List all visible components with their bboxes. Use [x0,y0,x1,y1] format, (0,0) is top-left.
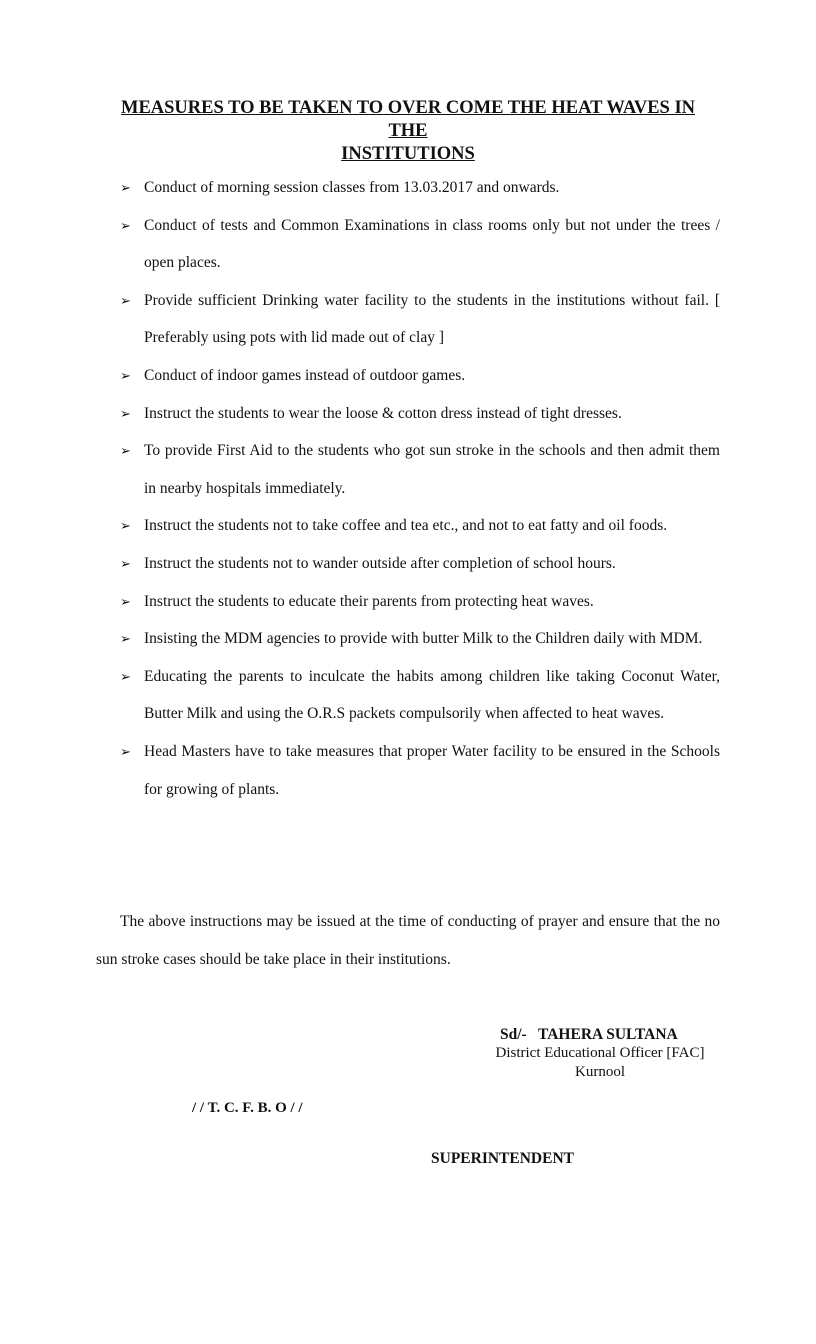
document-title [100,97,716,166]
arrow-bullet-icon: ➢ [120,518,131,534]
tcfbo-line: / / T. C. F. B. O / / [192,1100,303,1116]
list-item: ➢ Insisting the MDM agencies to provide with butter Milk to the Children daily with MDM. [120,620,720,658]
list-item: ➢ To provide First Aid to the students who got sun stroke in the schools and then admit them in nearby hospitals immediately. [120,432,720,507]
measures-list [120,169,720,808]
signature-designation: District Educational Officer [FAC] [495,1045,705,1061]
list-item: ➢ Conduct of indoor games instead of outdoor games. [120,357,720,395]
title-line-2: INSTITUTIONS [341,144,475,164]
list-item: ➢ Educating the parents to inculcate the habits among children like taking Coconut Water, Butter Milk and using the O.R.S packets compulsorily when affected to heat waves. [120,658,720,733]
arrow-bullet-icon: ➢ [120,180,131,195]
arrow-bullet-icon: ➢ [120,292,131,308]
arrow-bullet-icon: ➢ [120,743,131,759]
list-item: ➢ Head Masters have to take measures that proper Water facility to be ensured in the Schools for growing of plants. [120,733,720,808]
closing-paragraph: The above instructions may be issued at the time of conducting of prayer and ensure that the no sun stroke cases should be take place in their institutions. [96,913,720,968]
title-line-1: MEASURES TO BE TAKEN TO OVER COME THE HEAT WAVES IN THE [120,98,696,141]
list-item: ➢ Conduct of morning session classes from 13.03.2017 and onwards. [120,169,720,207]
signature-name: Sd/- TAHERA SULTANA [500,1026,678,1043]
list-item: ➢ Instruct the students to wear the loose & cotton dress instead of tight dresses. [120,395,720,433]
arrow-bullet-icon: ➢ [120,367,131,383]
arrow-bullet-icon: ➢ [120,668,131,684]
arrow-bullet-icon: ➢ [120,405,131,421]
arrow-bullet-icon: ➢ [120,593,131,609]
signature-place: Kurnool [575,1064,625,1080]
list-item: ➢ Conduct of tests and Common Examinations in class rooms only but not under the trees / open places. [120,207,720,282]
arrow-bullet-icon: ➢ [120,217,131,233]
list-item: ➢ Provide sufficient Drinking water facility to the students in the institutions without fail. [ Preferably using pots with lid made out of clay ] [120,282,720,357]
list-item: ➢ Instruct the students not to take coffee and tea etc., and not to eat fatty and oil foods. [120,507,720,545]
arrow-bullet-icon: ➢ [120,631,131,647]
list-item: ➢ Instruct the students not to wander outside after completion of school hours. [120,545,720,583]
arrow-bullet-icon: ➢ [120,555,131,571]
list-item: ➢ Instruct the students to educate their parents from protecting heat waves. [120,583,720,621]
superintendent-label: SUPERINTENDENT [431,1150,574,1167]
arrow-bullet-icon: ➢ [120,443,131,459]
